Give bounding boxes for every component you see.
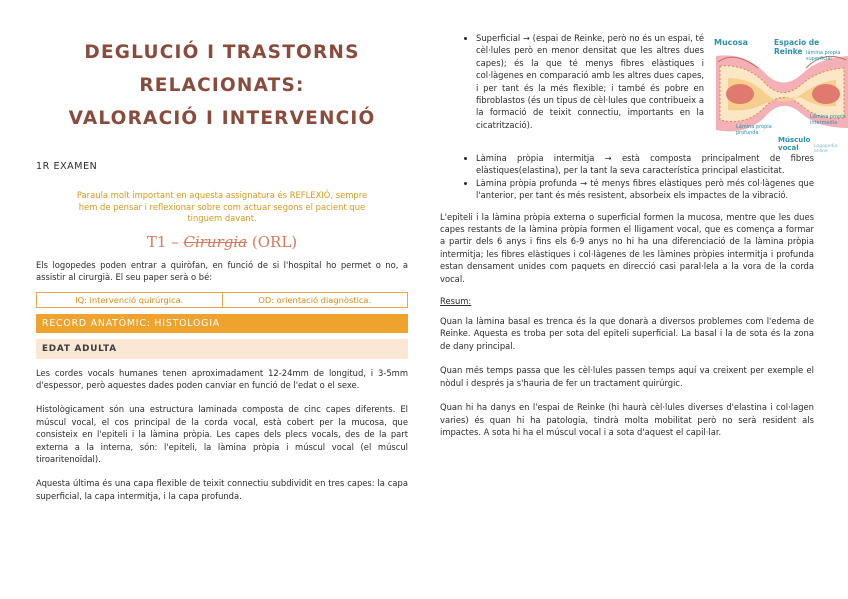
title-line-1: DEGLUCIÓ I TRASTORNS RELACIONATS: [84,42,360,96]
mucosa-paragraph: L'epiteli i la làmina pròpia externa o superficial formen la mucosa, mentre que les dues capes restants de la làmina pròpia formen el lligament vocal, que es comença a formar a partir dels 6 anys i fins els 6-9 anys no hi ha una diferenciació de la làmina pròpia intermitja; les fibres elàstiques i col·làgenes de les làmines pròpies intermitja i profunda estan densament unides com paquets en direcció casi paral·lela a la vora de la corda vocal. [440,211,814,284]
exam-label: 1R EXAMEN [36,161,98,172]
diagram-credit: Logopedia online [814,144,838,154]
topic-heading [36,233,408,251]
diagram-label-lp-prof: Lámina propia profunda [736,124,772,136]
diagram-label-lp-int: Lámina propia intermedia [810,114,846,126]
topic-prefix: T1 – [146,232,179,251]
bullet-list [440,32,704,152]
bullet-with-diagram [440,32,846,154]
page-title [36,36,408,135]
paragraph: Histològicament són una estructura laminada composta de cinc capes diferents. El múscul vocal, el cos principal de la corda vocal, està cobert per la mucosa, que consisteix en l'epiteli i la làmina pròpia. Les capes dels plecs vocals, des de la part externa a la interna, són: l'epiteli, la làmina pròpia i múscul vocal (el múscul tiroaritenoïdal). [36,404,408,465]
resum-label: Resum: [440,296,472,307]
subsection-heading: EDAT ADULTA [36,339,408,359]
resum-paragraph: Quan la làmina basal es trenca és la que donarà a diversos problemes com l'edema de Reinke. Aquesta es troba per sota del epiteli superficial. La basal i la de sota és la zona de dany principal. [440,316,814,351]
right-column [440,32,846,438]
topic-strike: Cirurgia [183,232,248,251]
important-note: Paraula molt important en aquesta assignatura és REFLEXIÓ, sempre hem de pensar i reflexionar sobre com actuar segons el pacient que tinguem davant. [76,190,368,224]
diagram-label-musculo: Músculo vocal [778,136,811,152]
role-tags [36,292,408,308]
diagram-label-reinke: Espacio de Reinke [774,38,820,56]
resum-paragraph: Quan més temps passa que les cèl·lules passen temps aquí va creixent per exemple el nòdul i després ja s'hauria de fer un tractament quirúrgic. [440,365,814,388]
tag-od: OD: orientació diagnòstica. [258,294,372,305]
diagram-label-mucosa: Mucosa [714,38,749,47]
resum-paragraph: Quan hi ha danys en l'espai de Reinke (hi haurà cèl·lules diverses d'elastina i col·lagen varies) és quan hi ha patologia, tindrà molta mobilitat però no serà resident als impactes. A sota hi ha el múscul vocal i a sota d'aquest el capil·lar. [440,402,814,437]
topic-suffix: (ORL) [251,232,298,251]
left-column [36,32,408,502]
list-item: • Superficial → (espai de Reinke, però no és un espai, té cèl·lules però en menor densitat que les altres dues capes); és la que té menys fibres elàstiques i col·làgenes en comparació amb les altres dues capes, i per tant és la més flexible; i també és pobre en fibroblastos (és un tipus de cèl·lules que contribueix a la formació de teixit connectiu, importants en la cicatrització). [476,32,704,131]
intro-paragraph: Els logopedes poden entrar a quiròfan, en funció de si l'hospital ho permet o no, a assistir al cirurgià. El seu paper serà o bé: [36,259,408,283]
tag-iq: IQ: intervenció quirúrgica. [37,293,223,307]
bullet-list-continued [440,152,814,202]
list-item: • Làmina pròpia intermitja → està composta principalment de fibres elàstiques(elastina), per la tant la seva característica principal elasticitat. [476,152,814,177]
list-item: • Làmina pròpia profunda → té menys fibres elàstiques però més col·làgenes que l'anterior, per tant és més resistent, absorbeix els impactes de la vibració. [476,177,814,202]
title-line-2: VALORACIÓ I INTERVENCIÓ [68,108,376,129]
paragraph: Aquesta última és una capa flexible de teixit connectiu subdividit en tres capes: la capa superficial, la capa intermitja, i la capa profunda. [36,478,408,501]
diagram-label-lp-sup: lámina propia superficial [806,50,841,62]
section-heading: RECORD ANATÒMIC: HISTOLOGIA [36,314,408,333]
vocal-fold-diagram [714,32,848,152]
paragraph: Les cordes vocals humanes tenen aproximadament 12-24mm de longitud, i 3-5mm d'espessor, però aquestes dades poden canviar en funció de l'edat o el sexe. [36,367,408,390]
